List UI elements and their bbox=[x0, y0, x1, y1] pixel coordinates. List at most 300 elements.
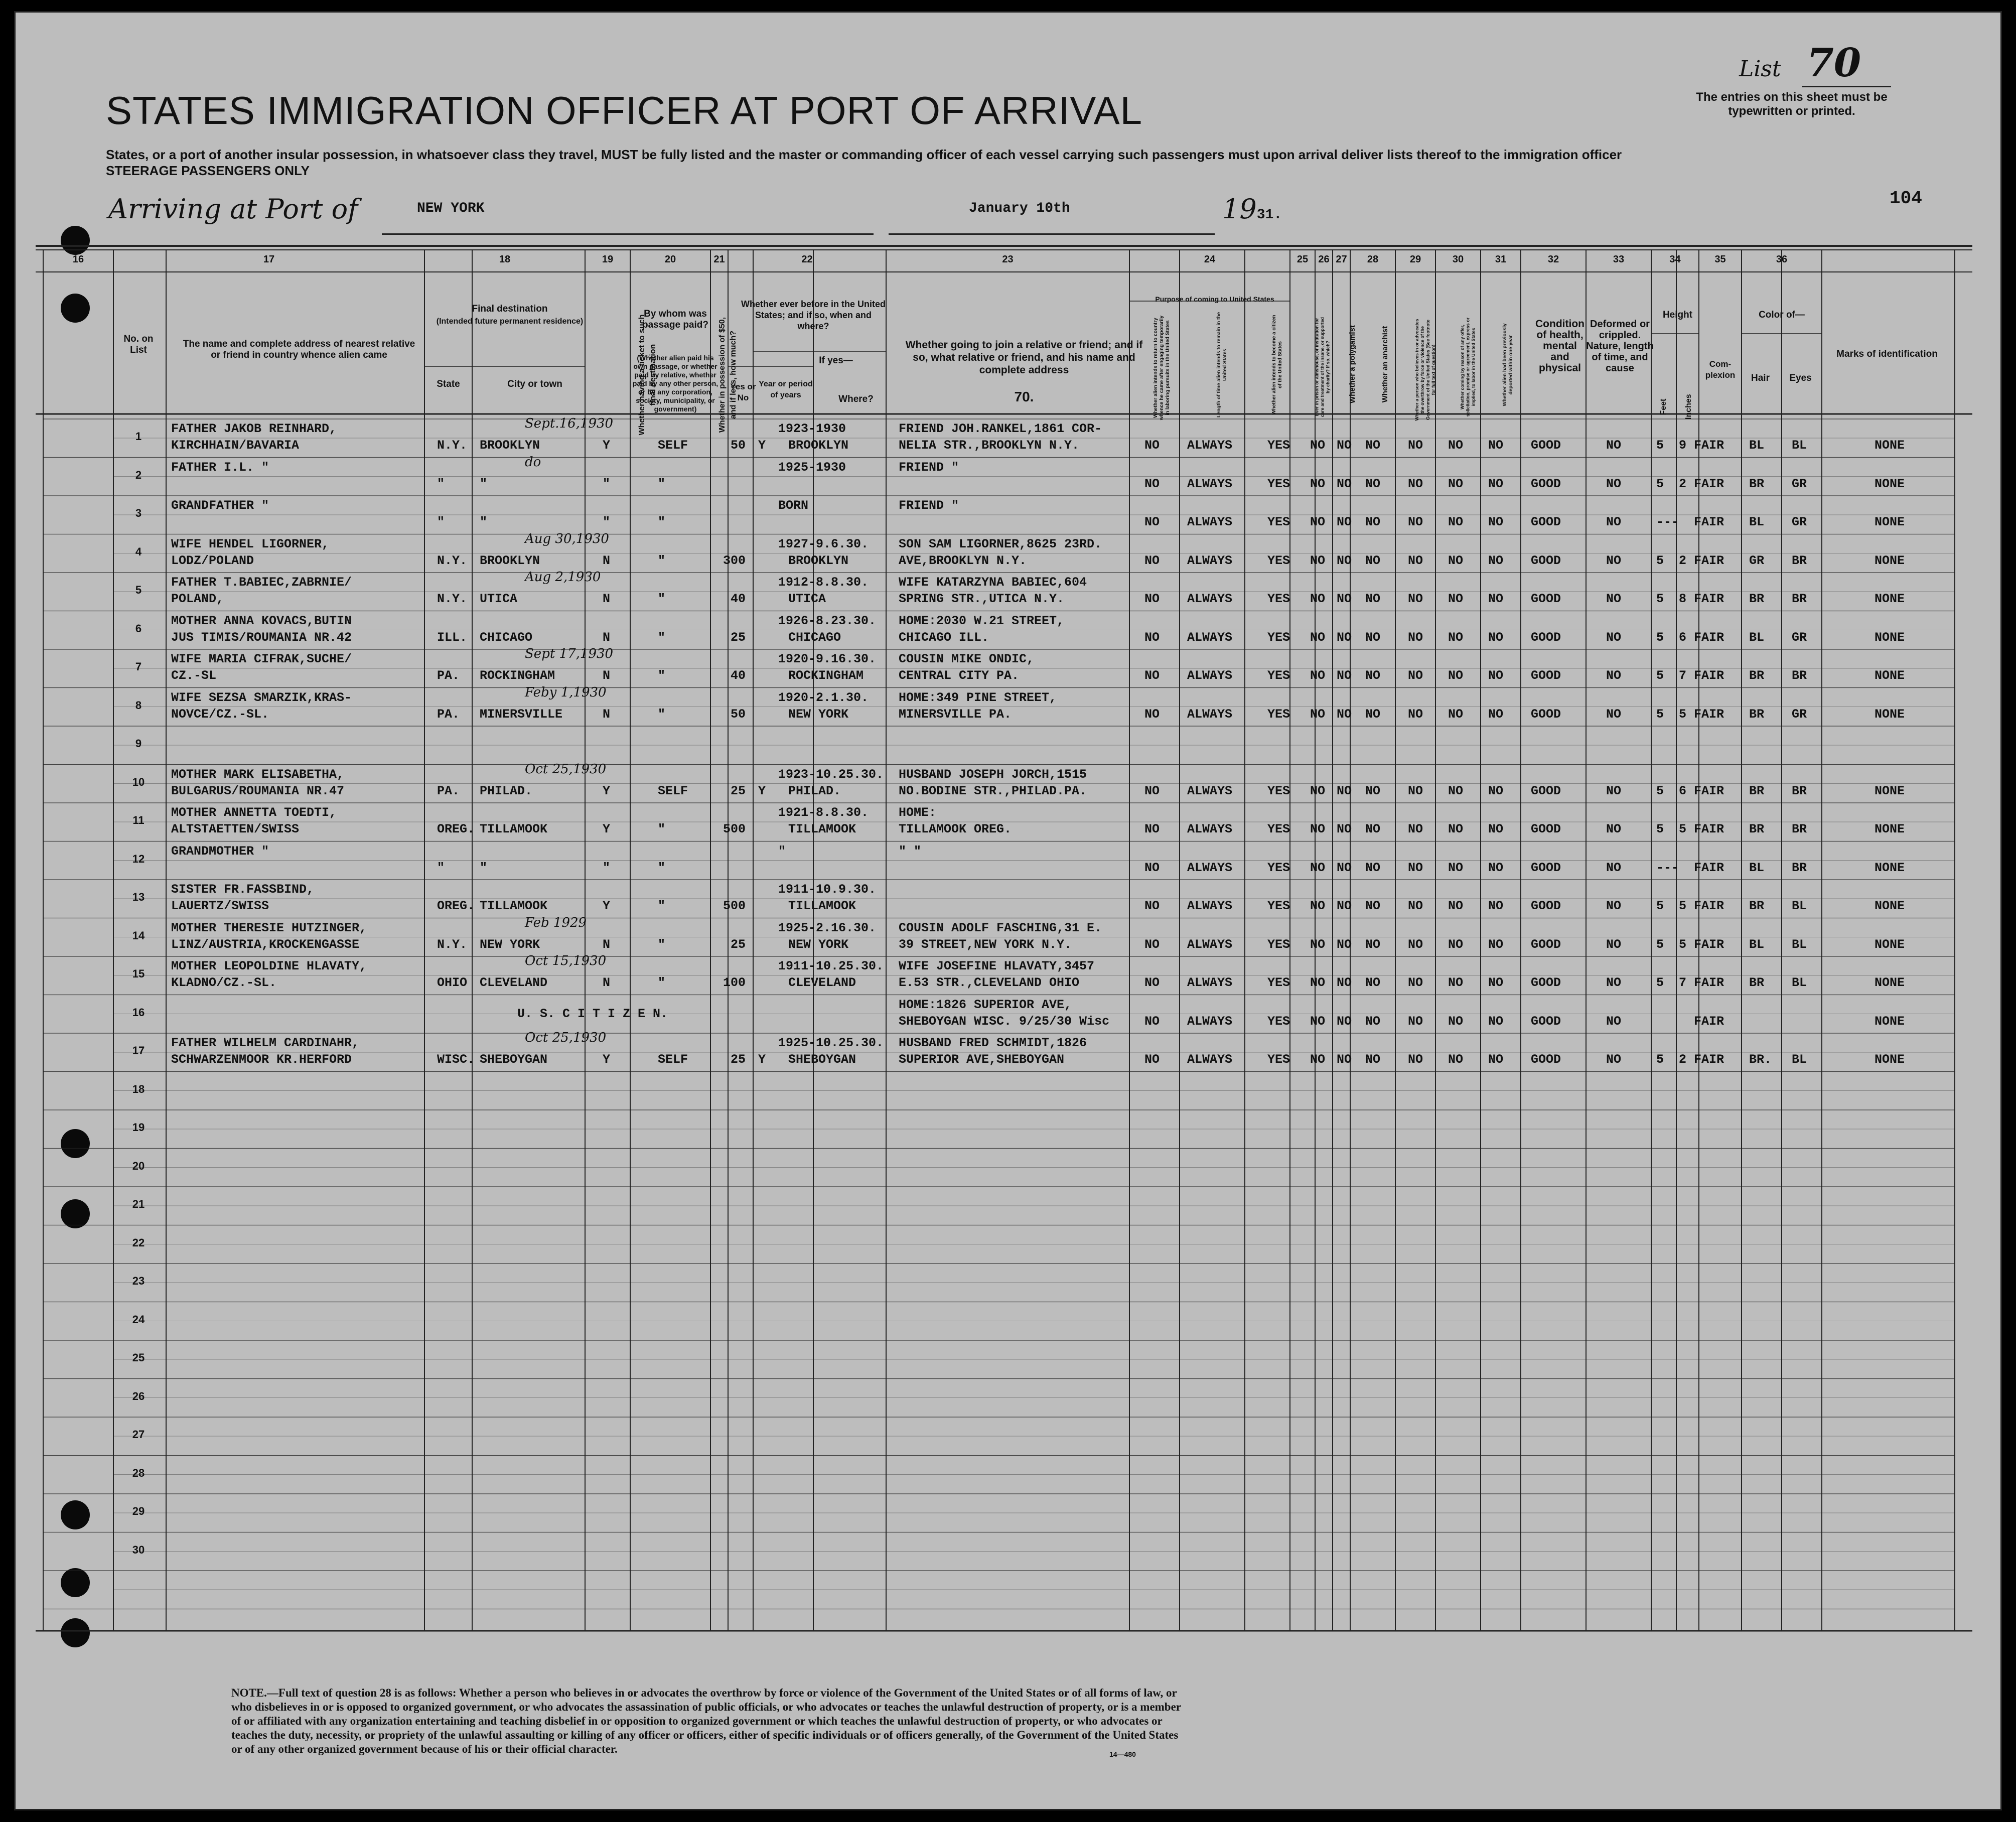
deformed: NO bbox=[1606, 899, 1622, 913]
complexion: FAIR bbox=[1694, 553, 1724, 568]
overthrow: NO bbox=[1408, 822, 1423, 836]
deformed: NO bbox=[1606, 707, 1622, 722]
prison: NO bbox=[1310, 860, 1326, 875]
purpose-return: NO bbox=[1144, 899, 1160, 913]
complexion: FAIR bbox=[1694, 822, 1724, 836]
row-number: 15 bbox=[132, 967, 145, 980]
joining-line-1: FRIEND " bbox=[899, 460, 959, 475]
header-yes-or-no: Yes or No bbox=[730, 382, 756, 402]
destination-state: N.Y. bbox=[437, 553, 468, 568]
before-us-years: 1925-10.25.30. bbox=[778, 1036, 884, 1050]
footnote: NOTE.—Full text of question 28 is as follows: Whether a person who believes in or advocates the overthrow by force or violence of the Government of the United States or of all forms of law, or who disbelieves in or is opposed to organized government, or who advocates the assassination of public officials, or who advocates or teaches the unlawful destruction of property, or is a member of or affiliated with any organization entertaining and teaching disbelief in or opposition to organized government or which teaches the unlawful destruction of property, or who advocates or teaches the duty, necessity, or propriety of the unlawful assaulting or killing of any officer or officers, either of specific individuals or of officers generally, of the Government of the United States or of any other organized government because of his or their official character. bbox=[231, 1687, 1181, 1755]
induced: NO bbox=[1448, 553, 1464, 568]
relative-address: LINZ/AUSTRIA,KROCKENGASSE bbox=[171, 937, 360, 952]
health: GOOD bbox=[1531, 668, 1561, 683]
purpose-citizen: YES bbox=[1267, 975, 1290, 990]
joining-line-1: FRIEND " bbox=[899, 498, 959, 513]
column-number: 24 bbox=[1204, 254, 1216, 265]
induced: NO bbox=[1448, 860, 1464, 875]
eyes: BL bbox=[1792, 1052, 1807, 1067]
joining-line-2: SUPERIOR AVE,SHEBOYGAN bbox=[899, 1052, 1065, 1067]
prison: NO bbox=[1310, 438, 1326, 453]
before-us-years: 1911-10.9.30. bbox=[778, 882, 877, 897]
marks: NONE bbox=[1875, 515, 1905, 529]
header-no-on-list: No. on List bbox=[123, 334, 154, 355]
money: 25 bbox=[730, 783, 746, 798]
overthrow: NO bbox=[1408, 553, 1423, 568]
purpose-return: NO bbox=[1144, 860, 1160, 875]
relative-name: WIFE HENDEL LIGORNER, bbox=[171, 536, 330, 551]
eyes: GR bbox=[1792, 476, 1807, 491]
deformed: NO bbox=[1606, 553, 1622, 568]
money: 500 bbox=[723, 822, 746, 836]
destination-state: " bbox=[437, 476, 445, 491]
relative-name: FATHER T.BABIEC,ZABRNIE/ bbox=[171, 575, 352, 590]
prison: NO bbox=[1310, 668, 1326, 683]
relative-name: MOTHER THERESIE HUTZINGER, bbox=[171, 920, 367, 935]
purpose-length: ALWAYS bbox=[1187, 783, 1233, 798]
health: GOOD bbox=[1531, 860, 1561, 875]
before-us-years: 1920-9.16.30. bbox=[778, 652, 877, 666]
purpose-length: ALWAYS bbox=[1187, 476, 1233, 491]
joining-line-1: FRIEND JOH.RANKEL,1861 COR- bbox=[899, 422, 1102, 436]
before-us-where: CHICAGO bbox=[788, 630, 841, 645]
handwritten-date: Sept 17,1930 bbox=[525, 646, 614, 661]
purpose-citizen: YES bbox=[1267, 899, 1290, 913]
passage-paid-by: SELF bbox=[658, 1052, 688, 1067]
height-feet: 5 bbox=[1656, 822, 1664, 836]
health: GOOD bbox=[1531, 438, 1561, 453]
joining-line-2: E.53 STR.,CLEVELAND OHIO bbox=[899, 975, 1080, 990]
before-us-yes-no: Y bbox=[758, 783, 766, 798]
prison: NO bbox=[1310, 707, 1326, 722]
money: 50 bbox=[730, 438, 746, 453]
relative-name: MOTHER MARK ELISABETHA, bbox=[171, 767, 345, 782]
hair: GR bbox=[1749, 553, 1765, 568]
class-line: STEERAGE PASSENGERS ONLY bbox=[106, 163, 310, 178]
purpose-length: ALWAYS bbox=[1187, 860, 1233, 875]
height-inches: 9 bbox=[1679, 438, 1687, 453]
purpose-return: NO bbox=[1144, 438, 1160, 453]
prison: NO bbox=[1310, 783, 1326, 798]
joining-line-1: COUSIN MIKE ONDIC, bbox=[899, 652, 1035, 666]
hair: BR bbox=[1749, 707, 1765, 722]
column-number: 22 bbox=[801, 254, 813, 265]
before-us-where: NEW YORK bbox=[788, 707, 849, 722]
before-us-years: 1925-1930 bbox=[778, 460, 846, 475]
overthrow: NO bbox=[1408, 783, 1423, 798]
header-eyes: Eyes bbox=[1789, 373, 1812, 383]
induced: NO bbox=[1448, 707, 1464, 722]
complexion: FAIR bbox=[1694, 1052, 1724, 1067]
ticket: N bbox=[603, 630, 611, 645]
column-number: 19 bbox=[602, 254, 614, 265]
marks: NONE bbox=[1875, 1014, 1905, 1029]
passage-paid-by: " bbox=[658, 592, 666, 606]
height-feet: 5 bbox=[1656, 476, 1664, 491]
purpose-citizen: YES bbox=[1267, 707, 1290, 722]
eyes: BR bbox=[1792, 553, 1807, 568]
money: 40 bbox=[730, 668, 746, 683]
ticket: Y bbox=[603, 822, 611, 836]
height-feet: 5 bbox=[1656, 438, 1664, 453]
overthrow: NO bbox=[1408, 630, 1423, 645]
ticket: N bbox=[603, 937, 611, 952]
prison: NO bbox=[1310, 975, 1326, 990]
row-number: 25 bbox=[132, 1351, 145, 1364]
destination-city: UTICA bbox=[480, 592, 518, 606]
column-number: 34 bbox=[1669, 254, 1681, 265]
height-inches: 6 bbox=[1679, 630, 1687, 645]
destination-city: BROOKLYN bbox=[480, 438, 540, 453]
before-us-years: 1925-2.16.30. bbox=[778, 920, 877, 935]
anarchist: NO bbox=[1365, 553, 1381, 568]
height-feet: 5 bbox=[1656, 899, 1664, 913]
polygamist: NO bbox=[1337, 553, 1352, 568]
overthrow: NO bbox=[1408, 438, 1423, 453]
deformed: NO bbox=[1606, 1052, 1622, 1067]
ticket: N bbox=[603, 707, 611, 722]
prison: NO bbox=[1310, 1052, 1326, 1067]
deformed: NO bbox=[1606, 592, 1622, 606]
hair: BR bbox=[1749, 822, 1765, 836]
height-feet: 5 bbox=[1656, 1052, 1664, 1067]
height-feet: 5 bbox=[1656, 937, 1664, 952]
polygamist: NO bbox=[1337, 937, 1352, 952]
height-inches: 5 bbox=[1679, 822, 1687, 836]
relative-name: FATHER I.L. " bbox=[171, 460, 269, 475]
joining-line-1: WIFE JOSEFINE HLAVATY,3457 bbox=[899, 959, 1095, 973]
purpose-return: NO bbox=[1144, 592, 1160, 606]
list-label: List bbox=[1739, 56, 1781, 82]
destination-city: " bbox=[480, 476, 488, 491]
hair: BL bbox=[1749, 438, 1765, 453]
row-number: 24 bbox=[132, 1313, 145, 1326]
header-joining: Whether going to join a relative or friend; and if so, what relative or friend, and his name and complete address bbox=[905, 339, 1143, 376]
before-us-yes-no: Y bbox=[758, 1052, 766, 1067]
purpose-length: ALWAYS bbox=[1187, 630, 1233, 645]
deported: NO bbox=[1488, 1014, 1504, 1029]
height-feet: --- bbox=[1656, 515, 1679, 529]
deformed: NO bbox=[1606, 476, 1622, 491]
destination-state: OREG. bbox=[437, 822, 475, 836]
row-number: 27 bbox=[132, 1428, 145, 1441]
header-before-us: Whether ever before in the United States; and if so, when and where? bbox=[741, 299, 886, 331]
before-us-years: 1920-2.1.30. bbox=[778, 690, 869, 705]
handwritten-date: Sept.16,1930 bbox=[525, 416, 614, 431]
induced: NO bbox=[1448, 783, 1464, 798]
relative-address: JUS TIMIS/ROUMANIA NR.42 bbox=[171, 630, 352, 645]
destination-city: PHILAD. bbox=[480, 783, 533, 798]
passage-paid-by: " bbox=[658, 975, 666, 990]
destination-city: U. S. C I T I Z E N. bbox=[517, 1006, 668, 1021]
purpose-return: NO bbox=[1144, 1014, 1160, 1029]
purpose-return: NO bbox=[1144, 707, 1160, 722]
before-us-where: BROOKLYN bbox=[788, 438, 849, 453]
relative-address: CZ.-SL bbox=[171, 668, 217, 683]
marks: NONE bbox=[1875, 860, 1905, 875]
marks: NONE bbox=[1875, 476, 1905, 491]
header-final-destination-note: (Intended future permanent residence) bbox=[436, 317, 584, 326]
health: GOOD bbox=[1531, 899, 1561, 913]
eyes: BL bbox=[1792, 937, 1807, 952]
hair: BR bbox=[1749, 592, 1765, 606]
anarchist: NO bbox=[1365, 438, 1381, 453]
handwritten-date: Oct 25,1930 bbox=[525, 761, 607, 777]
destination-city: TILLAMOOK bbox=[480, 822, 548, 836]
destination-state: PA. bbox=[437, 707, 460, 722]
deformed: NO bbox=[1606, 783, 1622, 798]
arriving-label: Arriving at Port of bbox=[108, 193, 358, 225]
relative-address: ALTSTAETTEN/SWISS bbox=[171, 822, 300, 836]
row-number: 28 bbox=[132, 1466, 145, 1479]
induced: NO bbox=[1448, 975, 1464, 990]
ticket: N bbox=[603, 975, 611, 990]
destination-state: N.Y. bbox=[437, 438, 468, 453]
page-number: 104 bbox=[1890, 188, 1922, 209]
row-number: 6 bbox=[135, 622, 142, 635]
joining-line-1: " " bbox=[899, 844, 922, 859]
before-us-years: 1911-10.25.30. bbox=[778, 959, 884, 973]
header-induced: Whether coming by reason of any offer, solicitation, promise or agreement, express or implied, to labor in the United States bbox=[1460, 317, 1476, 417]
deformed: NO bbox=[1606, 937, 1622, 952]
hair: BL bbox=[1749, 630, 1765, 645]
ticket: Y bbox=[603, 899, 611, 913]
destination-state: ILL. bbox=[437, 630, 468, 645]
overthrow: NO bbox=[1408, 592, 1423, 606]
health: GOOD bbox=[1531, 476, 1561, 491]
hair: BR bbox=[1749, 476, 1765, 491]
row-number: 7 bbox=[135, 660, 142, 673]
anarchist: NO bbox=[1365, 476, 1381, 491]
relative-address: LODZ/POLAND bbox=[171, 553, 254, 568]
relative-name: MOTHER ANNA KOVACS,BUTIN bbox=[171, 613, 352, 628]
ticket: " bbox=[603, 476, 611, 491]
before-us-where: BROOKLYN bbox=[788, 553, 849, 568]
purpose-length: ALWAYS bbox=[1187, 707, 1233, 722]
anarchist: NO bbox=[1365, 860, 1381, 875]
destination-city: SHEBOYGAN bbox=[480, 1052, 548, 1067]
handwritten-date: Oct 25,1930 bbox=[525, 1030, 607, 1045]
purpose-citizen: YES bbox=[1267, 630, 1290, 645]
deported: NO bbox=[1488, 783, 1504, 798]
overthrow: NO bbox=[1408, 476, 1423, 491]
joining-line-1: SON SAM LIGORNER,8625 23RD. bbox=[899, 536, 1102, 551]
purpose-citizen: YES bbox=[1267, 553, 1290, 568]
header-passage-paid: By whom was passage paid? bbox=[642, 309, 708, 330]
complexion: FAIR bbox=[1694, 438, 1724, 453]
joining-line-2: NO.BODINE STR.,PHILAD.PA. bbox=[899, 783, 1087, 798]
relative-name: WIFE SEZSA SMARZIK,KRAS- bbox=[171, 690, 352, 705]
page-subtitle: States, or a port of another insular possession, in whatsoever class they travel, MUST be fully listed and the master or commanding officer of each vessel carrying such passengers must upon arrival deliver lists thereof to the immigration officer bbox=[106, 147, 1622, 162]
header-final-destination: Final destination bbox=[472, 304, 548, 314]
deported: NO bbox=[1488, 668, 1504, 683]
polygamist: NO bbox=[1337, 975, 1352, 990]
complexion: FAIR bbox=[1694, 668, 1724, 683]
row-number: 26 bbox=[132, 1389, 145, 1403]
row-number: 10 bbox=[132, 775, 145, 788]
induced: NO bbox=[1448, 899, 1464, 913]
page-title: STATES IMMIGRATION OFFICER AT PORT OF ARRIVAL bbox=[106, 88, 1143, 132]
header-complexion: Com-plexion bbox=[1705, 359, 1736, 380]
induced: NO bbox=[1448, 592, 1464, 606]
hair: BR bbox=[1749, 783, 1765, 798]
destination-city: NEW YORK bbox=[480, 937, 540, 952]
hair: BR bbox=[1749, 899, 1765, 913]
row-number: 29 bbox=[132, 1505, 145, 1517]
relative-address: LAUERTZ/SWISS bbox=[171, 899, 269, 913]
health: GOOD bbox=[1531, 1014, 1561, 1029]
before-us-years: " bbox=[778, 844, 786, 859]
polygamist: NO bbox=[1337, 476, 1352, 491]
relative-name: SISTER FR.FASSBIND, bbox=[171, 882, 315, 897]
prison: NO bbox=[1310, 937, 1326, 952]
before-us-where: PHILAD. bbox=[788, 783, 841, 798]
eyes: BL bbox=[1792, 438, 1807, 453]
deformed: NO bbox=[1606, 975, 1622, 990]
row-number: 13 bbox=[132, 891, 145, 903]
ticket: " bbox=[603, 860, 611, 875]
deformed: NO bbox=[1606, 630, 1622, 645]
anarchist: NO bbox=[1365, 668, 1381, 683]
purpose-return: NO bbox=[1144, 476, 1160, 491]
health: GOOD bbox=[1531, 822, 1561, 836]
deported: NO bbox=[1488, 937, 1504, 952]
form-number: 14—480 bbox=[1109, 1750, 1136, 1758]
relative-name: MOTHER LEOPOLDINE HLAVATY, bbox=[171, 959, 367, 973]
prison: NO bbox=[1310, 515, 1326, 529]
height-feet: 5 bbox=[1656, 592, 1664, 606]
column-number: 28 bbox=[1367, 254, 1379, 265]
typewritten-note: The entries on this sheet must be typewritten or printed. bbox=[1696, 90, 1888, 118]
row-number: 16 bbox=[132, 1006, 145, 1019]
purpose-citizen: YES bbox=[1267, 1014, 1290, 1029]
polygamist: NO bbox=[1337, 438, 1352, 453]
deported: NO bbox=[1488, 592, 1504, 606]
marks: NONE bbox=[1875, 975, 1905, 990]
header-purpose-return: Whether alien intends to return to country whence he came after engaging temporarily in laboring pursuits in the United States bbox=[1153, 315, 1171, 421]
marks: NONE bbox=[1875, 937, 1905, 952]
marks: NONE bbox=[1875, 630, 1905, 645]
deported: NO bbox=[1488, 630, 1504, 645]
handwritten-date: Oct 15,1930 bbox=[525, 953, 607, 968]
purpose-length: ALWAYS bbox=[1187, 899, 1233, 913]
row-number: 23 bbox=[132, 1275, 145, 1287]
relative-address: KIRCHHAIN/BAVARIA bbox=[171, 438, 300, 453]
destination-city: " bbox=[480, 860, 488, 875]
header-year-period: Year or period of years bbox=[759, 380, 813, 399]
complexion: FAIR bbox=[1694, 476, 1724, 491]
header-marks: Marks of identification bbox=[1836, 349, 1938, 359]
joining-line-2: CENTRAL CITY PA. bbox=[899, 668, 1020, 683]
anarchist: NO bbox=[1365, 707, 1381, 722]
column-number: 30 bbox=[1452, 254, 1464, 265]
handwritten-date: Aug 2,1930 bbox=[525, 570, 601, 585]
polygamist: NO bbox=[1337, 630, 1352, 645]
health: GOOD bbox=[1531, 1052, 1561, 1067]
induced: NO bbox=[1448, 1014, 1464, 1029]
row-number: 17 bbox=[132, 1044, 145, 1057]
purpose-length: ALWAYS bbox=[1187, 975, 1233, 990]
purpose-return: NO bbox=[1144, 975, 1160, 990]
health: GOOD bbox=[1531, 975, 1561, 990]
purpose-return: NO bbox=[1144, 783, 1160, 798]
anarchist: NO bbox=[1365, 822, 1381, 836]
purpose-length: ALWAYS bbox=[1187, 937, 1233, 952]
complexion: FAIR bbox=[1694, 975, 1724, 990]
before-us-where: SHEBOYGAN bbox=[788, 1052, 856, 1067]
height-feet: 5 bbox=[1656, 553, 1664, 568]
money: 100 bbox=[723, 975, 746, 990]
complexion: FAIR bbox=[1694, 783, 1724, 798]
induced: NO bbox=[1448, 630, 1464, 645]
purpose-length: ALWAYS bbox=[1187, 438, 1233, 453]
column-number: 32 bbox=[1547, 254, 1559, 265]
joining-line-2: SPRING STR.,UTICA N.Y. bbox=[899, 592, 1065, 606]
joining-line-1: HUSBAND FRED SCHMIDT,1826 bbox=[899, 1036, 1087, 1050]
before-us-where: TILLAMOOK bbox=[788, 822, 856, 836]
purpose-return: NO bbox=[1144, 630, 1160, 645]
header-purpose-length: Length of time alien intends to remain in the United States bbox=[1216, 312, 1228, 417]
column-number: 35 bbox=[1714, 254, 1726, 265]
complexion: FAIR bbox=[1694, 592, 1724, 606]
ticket: N bbox=[603, 668, 611, 683]
row-number: 3 bbox=[135, 507, 142, 519]
purpose-citizen: YES bbox=[1267, 822, 1290, 836]
ticket: Y bbox=[603, 1052, 611, 1067]
polygamist: NO bbox=[1337, 860, 1352, 875]
purpose-length: ALWAYS bbox=[1187, 1052, 1233, 1067]
height-inches: 5 bbox=[1679, 707, 1687, 722]
manifest-sheet bbox=[14, 11, 2002, 1810]
purpose-return: NO bbox=[1144, 515, 1160, 529]
header-color-of: Color of— bbox=[1759, 310, 1805, 320]
induced: NO bbox=[1448, 822, 1464, 836]
eyes: BR bbox=[1792, 668, 1807, 683]
purpose-citizen: YES bbox=[1267, 476, 1290, 491]
marks: NONE bbox=[1875, 668, 1905, 683]
money: 40 bbox=[730, 592, 746, 606]
column-number: 36 bbox=[1776, 254, 1788, 265]
row-number: 9 bbox=[135, 737, 142, 750]
purpose-length: ALWAYS bbox=[1187, 668, 1233, 683]
purpose-length: ALWAYS bbox=[1187, 515, 1233, 529]
height-inches: 7 bbox=[1679, 668, 1687, 683]
marks: NONE bbox=[1875, 553, 1905, 568]
anarchist: NO bbox=[1365, 1014, 1381, 1029]
marks: NONE bbox=[1875, 822, 1905, 836]
deformed: NO bbox=[1606, 515, 1622, 529]
header-height: Height bbox=[1662, 310, 1693, 320]
column-number: 18 bbox=[499, 254, 511, 265]
height-feet: --- bbox=[1656, 860, 1679, 875]
induced: NO bbox=[1448, 515, 1464, 529]
purpose-return: NO bbox=[1144, 937, 1160, 952]
anarchist: NO bbox=[1365, 937, 1381, 952]
relative-name: FATHER WILHELM CARDINAHR, bbox=[171, 1036, 360, 1050]
polygamist: NO bbox=[1337, 515, 1352, 529]
joining-line-1: HOME: bbox=[899, 805, 937, 820]
eyes: BL bbox=[1792, 899, 1807, 913]
deported: NO bbox=[1488, 707, 1504, 722]
money: 25 bbox=[730, 1052, 746, 1067]
purpose-return: NO bbox=[1144, 553, 1160, 568]
hair: BR. bbox=[1749, 1052, 1772, 1067]
row-number: 1 bbox=[135, 430, 142, 443]
height-feet: 5 bbox=[1656, 630, 1664, 645]
before-us-years: 1923-10.25.30. bbox=[778, 767, 884, 782]
before-us-where: UTICA bbox=[788, 592, 826, 606]
